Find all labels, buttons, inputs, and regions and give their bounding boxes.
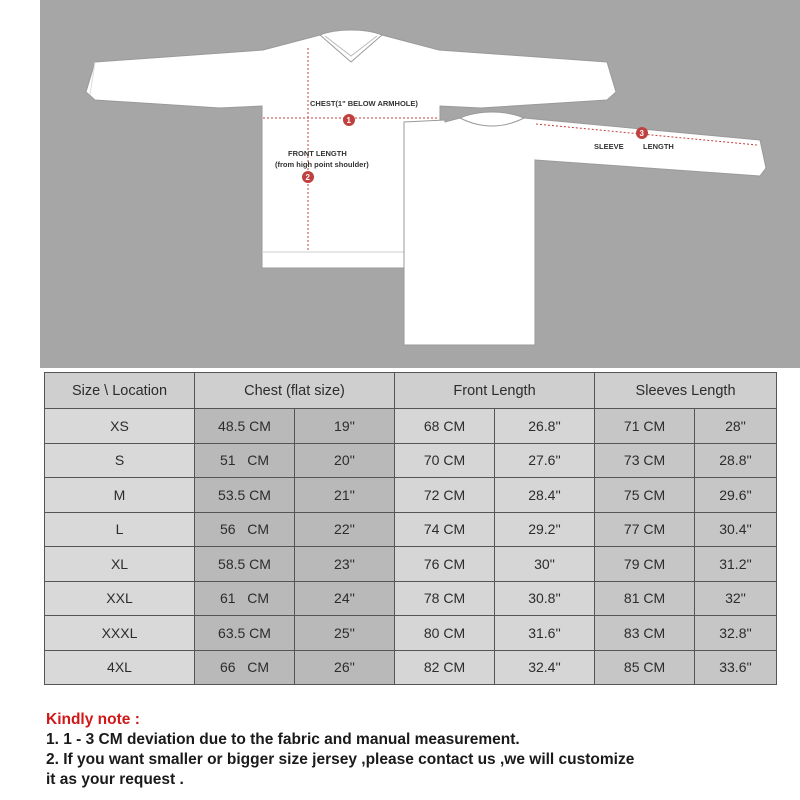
sleeve-label: SLEEVE	[594, 142, 624, 151]
header-chest: Chest (flat size)	[195, 373, 395, 409]
cell-size: XS	[45, 409, 195, 444]
table-row	[45, 409, 777, 444]
cell-sleeve-in: 28.8''	[695, 443, 777, 478]
cell-front-in: 27.6''	[495, 443, 595, 478]
cell-chest-in: 25''	[295, 616, 395, 651]
jersey-diagram-svg	[40, 0, 800, 368]
cell-chest-cm: 53.5 CM	[195, 478, 295, 513]
cell-chest-cm: 58.5 CM	[195, 547, 295, 582]
cell-sleeve-cm: 71 CM	[595, 409, 695, 444]
cell-sleeve-cm: 81 CM	[595, 581, 695, 616]
cell-size: L	[45, 512, 195, 547]
cell-front-in: 29.2''	[495, 512, 595, 547]
cell-sleeve-in: 32''	[695, 581, 777, 616]
notes-line-2: 2. If you want smaller or bigger size jersey ,please contact us ,we will customize	[46, 751, 635, 768]
table-header-row	[45, 373, 777, 409]
cell-front-cm: 72 CM	[395, 478, 495, 513]
cell-sleeve-cm: 73 CM	[595, 443, 695, 478]
cell-size: XXXL	[45, 616, 195, 651]
cell-size: XL	[45, 547, 195, 582]
cell-sleeve-in: 32.8''	[695, 616, 777, 651]
cell-sleeve-in: 33.6''	[695, 650, 777, 685]
cell-front-cm: 78 CM	[395, 581, 495, 616]
cell-front-in: 30''	[495, 547, 595, 582]
sleeve-label-length: LENGTH	[643, 142, 674, 151]
cell-chest-in: 19''	[295, 409, 395, 444]
header-size-location: Size \ Location	[45, 373, 195, 409]
cell-chest-cm: 61 CM	[195, 581, 295, 616]
cell-sleeve-cm: 83 CM	[595, 616, 695, 651]
cell-size: M	[45, 478, 195, 513]
cell-sleeve-cm: 79 CM	[595, 547, 695, 582]
marker-1-text: 1	[346, 116, 351, 125]
marker-2-text: 2	[305, 173, 310, 182]
chest-label: CHEST(1" BELOW ARMHOLE)	[310, 99, 418, 108]
notes-line-1: 1. 1 - 3 CM deviation due to the fabric and manual measurement.	[46, 731, 520, 748]
cell-size: S	[45, 443, 195, 478]
front-length-sub-label: (from high point shoulder)	[275, 160, 369, 169]
table-row	[45, 616, 777, 651]
cell-chest-in: 22''	[295, 512, 395, 547]
cell-chest-cm: 66 CM	[195, 650, 295, 685]
cell-sleeve-in: 31.2''	[695, 547, 777, 582]
cell-front-cm: 68 CM	[395, 409, 495, 444]
marker-3-text: 3	[639, 129, 644, 138]
cell-sleeve-in: 30.4''	[695, 512, 777, 547]
jersey-measurement-diagram	[40, 0, 800, 368]
cell-size: 4XL	[45, 650, 195, 685]
table-row	[45, 547, 777, 582]
cell-size: XXL	[45, 581, 195, 616]
table-row	[45, 581, 777, 616]
cell-front-cm: 70 CM	[395, 443, 495, 478]
notes-section	[46, 710, 796, 790]
cell-front-in: 31.6''	[495, 616, 595, 651]
cell-chest-in: 20''	[295, 443, 395, 478]
cell-front-in: 26.8''	[495, 409, 595, 444]
cell-chest-in: 23''	[295, 547, 395, 582]
cell-sleeve-in: 28''	[695, 409, 777, 444]
cell-chest-cm: 51 CM	[195, 443, 295, 478]
table-row	[45, 478, 777, 513]
cell-front-in: 30.8''	[495, 581, 595, 616]
back-jersey-outline	[404, 112, 766, 345]
cell-chest-cm: 56 CM	[195, 512, 295, 547]
table-row	[45, 443, 777, 478]
table-row	[45, 650, 777, 685]
cell-front-cm: 74 CM	[395, 512, 495, 547]
table-row	[45, 512, 777, 547]
size-chart-table	[44, 372, 777, 685]
header-sleeves-length: Sleeves Length	[595, 373, 777, 409]
cell-front-cm: 80 CM	[395, 616, 495, 651]
cell-front-cm: 82 CM	[395, 650, 495, 685]
notes-line-3: it as your request .	[46, 771, 184, 788]
cell-front-cm: 76 CM	[395, 547, 495, 582]
cell-chest-in: 21''	[295, 478, 395, 513]
notes-title: Kindly note :	[46, 711, 140, 728]
cell-chest-in: 26''	[295, 650, 395, 685]
cell-sleeve-in: 29.6''	[695, 478, 777, 513]
cell-chest-in: 24''	[295, 581, 395, 616]
cell-sleeve-cm: 85 CM	[595, 650, 695, 685]
front-length-label: FRONT LENGTH	[288, 149, 347, 158]
cell-front-in: 28.4''	[495, 478, 595, 513]
cell-chest-cm: 63.5 CM	[195, 616, 295, 651]
cell-sleeve-cm: 77 CM	[595, 512, 695, 547]
cell-sleeve-cm: 75 CM	[595, 478, 695, 513]
cell-chest-cm: 48.5 CM	[195, 409, 295, 444]
header-front-length: Front Length	[395, 373, 595, 409]
cell-front-in: 32.4''	[495, 650, 595, 685]
